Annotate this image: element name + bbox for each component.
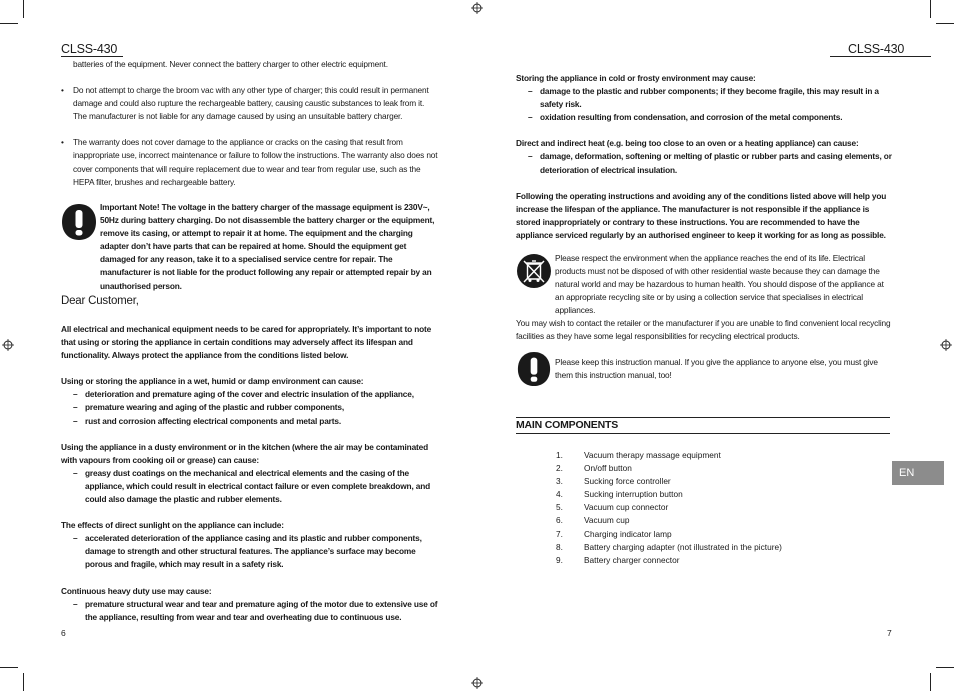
component-label: On/off button	[584, 463, 632, 474]
list-item	[556, 475, 782, 488]
section-heading: Direct and indirect heat (e.g. being too close to an oven or a heating appliance) can cause:	[516, 138, 859, 149]
keep-manual-note: Please keep this instruction manual. If you give the appliance to anyone else, you must give them this instruction manual, too!	[555, 357, 878, 381]
component-label: Charging indicator lamp	[584, 528, 672, 539]
list-item: – damage to the plastic and rubber components; if they become fragile, this may result in a safety risk.	[516, 85, 892, 111]
crop-mark	[936, 667, 954, 668]
list-item-text: oxidation resulting from condensation, and corrosion of the metal components.	[540, 112, 843, 123]
list-item: – premature structural wear and tear and premature aging of the motor due to extensive use of the appliance, resulting from wear and tear and overheating due to continuous use.	[61, 598, 439, 624]
greeting: Dear Customer,	[61, 295, 139, 307]
header-rule	[830, 56, 931, 57]
component-number: 7.	[556, 528, 563, 539]
closing-paragraph: Following the operating instructions and avoiding any of the conditions listed above will help you increase the lifespan of the appliance. The manufacturer is not responsible if the appliance is stored inappropriately or contrary to these instructions. You are recommended to have the appliance serviced regularly by an authorised engineer to keep it working for as long as possible.	[516, 190, 887, 240]
components-list	[556, 449, 782, 567]
registration-mark-icon	[940, 339, 952, 351]
list-item-text: damage, deformation, softening or melting of plastic or rubber parts and casing elements, or deterioration of electrical insulation.	[540, 151, 892, 175]
component-label: Sucking force controller	[584, 476, 671, 487]
registration-mark-icon	[2, 339, 14, 351]
list-item	[556, 501, 782, 514]
left-column	[61, 58, 439, 189]
component-number: 6.	[556, 515, 563, 526]
exclamation-warning-icon	[516, 351, 552, 387]
important-note: Important Note! The voltage in the battery charger of the massage equipment is 230V~, 50Hz during battery charging. Do not disassemble the battery charger or the equipment, remove its casing, or attempt to repair it at home. The equipment and the charging adapter don’t have parts that can be repaired at home. Should the equipment get damaged for any reason, take it to a specialised service centre for repair. The manufacturer is not liable for the product following any repair or attempted repair by an unauthorised person.	[100, 202, 435, 291]
component-number: 8.	[556, 541, 563, 552]
bullet-item	[61, 84, 439, 123]
list-item: – premature wearing and aging of the plastic and rubber components,	[61, 401, 439, 414]
list-item-text: accelerated deterioration of the appliance casing and its plastic and rubber components, damage to strength and other structural features. The appliance’s surface may become porous and fragile, which may result in a safety risk.	[85, 533, 422, 570]
crop-mark	[936, 23, 954, 24]
list-item-text: deterioration and premature aging of the cover and electric insulation of the appliance,	[85, 389, 414, 400]
list-item	[556, 541, 782, 554]
list-item: – deterioration and premature aging of the cover and electric insulation of the appliance,	[61, 388, 439, 401]
list-item	[556, 514, 782, 527]
list-item: – accelerated deterioration of the appliance casing and its plastic and rubber components, damage to strength and other structural features. The appliance’s surface may become porous and fragile, which may result in a safety risk.	[61, 532, 439, 571]
crossed-out-wheelie-bin-icon	[516, 253, 552, 289]
component-number: 1.	[556, 450, 563, 460]
section-heading: Continuous heavy duty use may cause:	[61, 585, 212, 596]
component-number: 5.	[556, 502, 563, 513]
crop-mark	[23, 673, 24, 691]
registration-mark-icon	[471, 2, 483, 14]
bullet-item	[61, 136, 439, 188]
left-page-number: 6	[61, 628, 66, 638]
bullet-text: Do not attempt to charge the broom vac with any other type of charger; this could result in permanent damage and could also rupture the rechargeable battery, causing caustic substances to leak from it. The manufacturer is not liable for any damage caused by using an unsuitable battery charger.	[73, 85, 429, 122]
component-label: Battery charger connector	[584, 554, 680, 565]
contact-note: You may wish to contact the retailer or the manufacturer if you are unable to find convenient local recycling facilities as they have some legal responsibilities for recycling electrical products.	[516, 318, 891, 342]
left-page-header: CLSS-430	[61, 42, 118, 56]
section-heading: Using or storing the appliance in a wet, humid or damp environment can cause:	[61, 376, 364, 387]
component-number: 2.	[556, 463, 563, 474]
crop-mark	[23, 0, 24, 18]
header-rule	[61, 56, 123, 57]
component-label: Vacuum therapy massage equipment	[584, 450, 721, 460]
section-heading: Using the appliance in a dusty environment or in the kitchen (where the air may be contaminated with vapours from cooking oil or grease) can cause:	[61, 441, 429, 465]
list-item: – oxidation resulting from condensation, and corrosion of the metal components.	[516, 111, 892, 124]
list-item-text: premature structural wear and tear and premature aging of the motor due to extensive use of the appliance, resulting from wear and tear and overheating due to continuous use.	[85, 598, 438, 622]
list-item: – rust and corrosion affecting electrical components and metal parts.	[61, 415, 439, 428]
right-page-number: 7	[887, 628, 892, 638]
list-item	[556, 554, 782, 567]
component-label: Battery charging adapter (not illustrated in the picture)	[584, 541, 782, 552]
list-item-text: rust and corrosion affecting electrical components and metal parts.	[85, 415, 341, 426]
list-item-text: greasy dust coatings on the mechanical and electrical elements and the casing of the appliance, which could result in electrical contact failure or even complete breakdown, and could also damage the plastic and rubber elements.	[85, 467, 431, 505]
component-number: 3.	[556, 476, 563, 487]
list-item-text: premature wearing and aging of the plastic and rubber components,	[85, 402, 345, 413]
list-item	[556, 462, 782, 475]
list-item: – damage, deformation, softening or melting of plastic or rubber parts and casing elements, or deterioration of electrical insulation.	[516, 150, 892, 176]
component-label: Sucking interruption button	[584, 489, 683, 500]
main-components-title: MAIN COMPONENTS	[516, 417, 890, 434]
bullet-dot: •	[61, 85, 64, 96]
list-item-text: damage to the plastic and rubber components; if they become fragile, this may result in a safety risk.	[540, 86, 879, 110]
bullet-dot: •	[61, 137, 64, 148]
right-conditions	[516, 72, 892, 242]
section-heading: Storing the appliance in cold or frosty environment may cause:	[516, 73, 756, 83]
list-item: – greasy dust coatings on the mechanical and electrical elements and the casing of the appliance, which could result in electrical contact failure or even complete breakdown, and could also damage the plastic and rubber elements.	[61, 467, 439, 506]
component-label: Vacuum cup	[584, 515, 630, 526]
crop-mark	[0, 667, 18, 668]
bullet-text: The warranty does not cover damage to the appliance or cracks on the casing that result from inappropriate use, incorrect maintenance or failure to follow the instructions. The warranty also does not cover components that will require replacement due to wear and tear from regular use, such as the HEPA filter, brushes and rechargeable battery.	[73, 137, 438, 187]
crop-mark	[930, 673, 931, 691]
crop-mark	[930, 0, 931, 18]
component-number: 9.	[556, 554, 563, 565]
list-item	[556, 449, 782, 462]
continued-text: batteries of the equipment. Never connect the battery charger to other electric equipment.	[73, 59, 388, 69]
intro-paragraph: All electrical and mechanical equipment needs to be cared for appropriately. It’s important to note that using or storing the appliance in certain conditions may adversely affect its lifespan and functionality. Always protect the appliance from the conditions listed below.	[61, 324, 432, 361]
component-number: 4.	[556, 489, 563, 500]
list-item	[556, 488, 782, 501]
environment-note: Please respect the environment when the appliance reaches the end of its life. Electrical products must not be disposed of with other residential waste because they can damage the natural world and may be hazardous to human health. You should dispose of the appliance at an appropriate recycling site or by using a collection service that specialises in electrical appliances.	[555, 253, 884, 316]
crop-mark	[0, 23, 18, 24]
exclamation-warning-icon	[61, 203, 97, 241]
registration-mark-icon	[471, 677, 483, 689]
component-label: Vacuum cup connector	[584, 502, 669, 513]
section-heading: The effects of direct sunlight on the appliance can include:	[61, 520, 284, 531]
right-page-header: CLSS-430	[848, 42, 905, 56]
left-conditions	[61, 323, 439, 624]
list-item	[556, 528, 782, 541]
language-tab[interactable]: EN	[892, 461, 944, 485]
